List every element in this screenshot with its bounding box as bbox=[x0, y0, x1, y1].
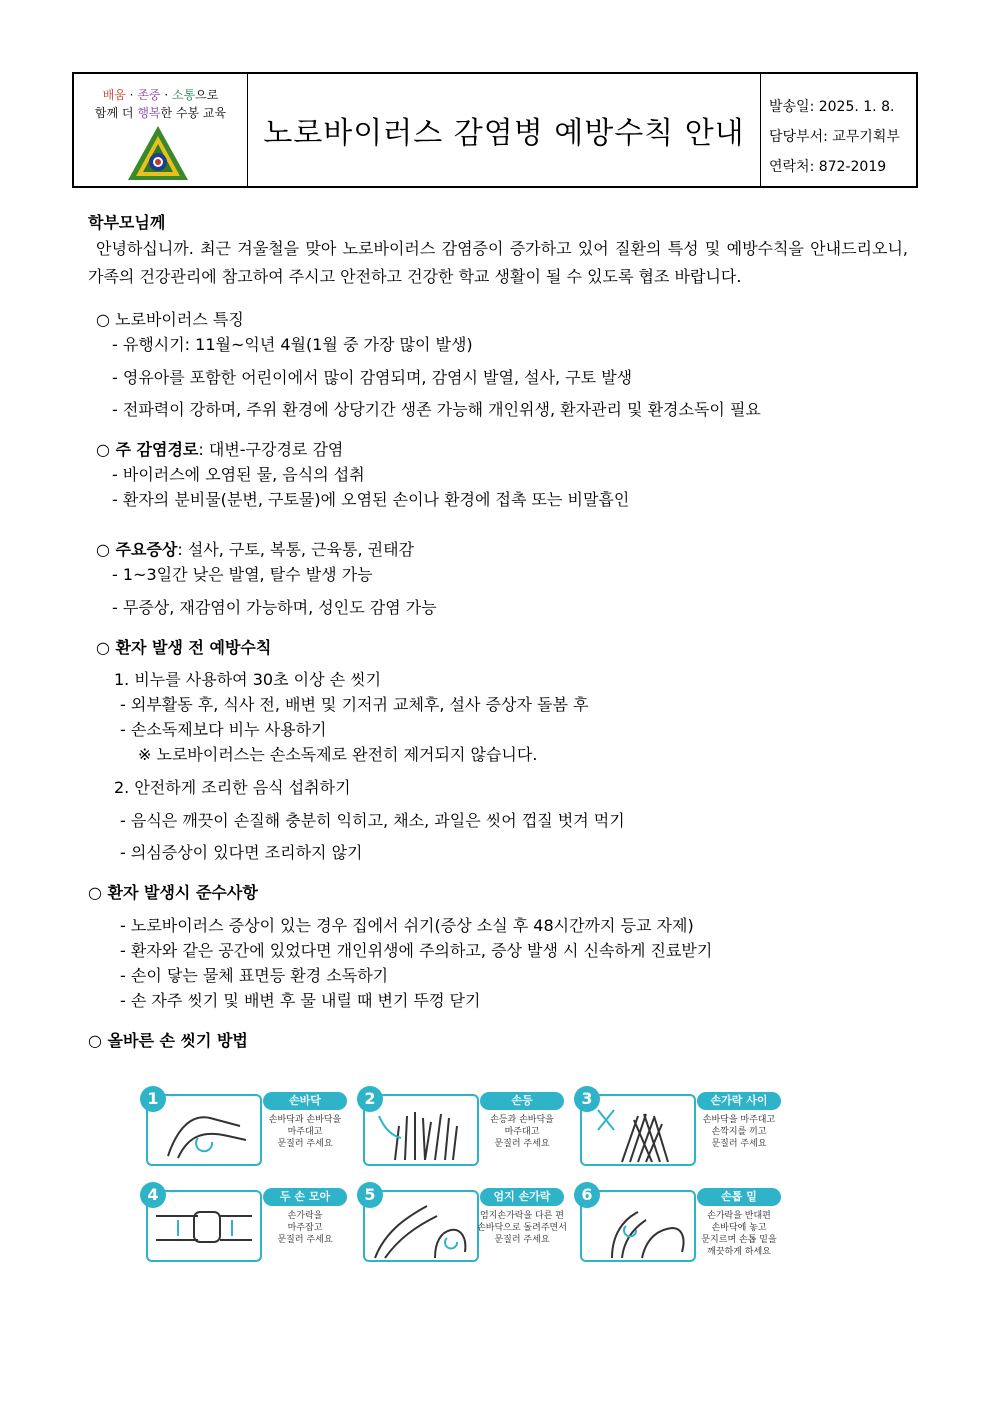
after-heading: ○ 환자 발생시 준수사항 bbox=[88, 883, 258, 902]
prevention-heading: ○ 환자 발생 전 예방수칙 bbox=[96, 638, 272, 657]
school-emblem-icon bbox=[126, 124, 190, 182]
handwash-step-1 bbox=[140, 1086, 346, 1164]
handwash-step-6 bbox=[574, 1182, 780, 1260]
page-title: 노로바이러스 감염병 예방수칙 안내 bbox=[263, 116, 745, 151]
handwash-step-2 bbox=[357, 1086, 563, 1164]
step-label: 엄지 손가락 bbox=[480, 1188, 564, 1206]
list-item: - 외부활동 후, 식사 전, 배변 및 기저귀 교체후, 설사 증상자 돌봄 후 bbox=[120, 695, 589, 714]
symptoms-heading: ○ 주요증상: 설사, 구토, 복통, 근육통, 권태감 bbox=[96, 540, 414, 559]
handwash-guide bbox=[140, 1082, 796, 1266]
step-number: 3 bbox=[574, 1086, 600, 1112]
step-label: 두 손 모아 bbox=[263, 1188, 347, 1206]
step-description: 손가락을 반대편 손바닥에 놓고 문지르며 손톱 밑을 깨끗하게 하세요 bbox=[701, 1211, 777, 1257]
list-item: - 영유아를 포함한 어린이에서 많이 감염되며, 감염시 발열, 설사, 구토 발생 bbox=[112, 368, 633, 387]
handwash-step-3 bbox=[574, 1086, 780, 1164]
step-label: 손톱 밑 bbox=[697, 1188, 781, 1206]
handwash-heading: ○ 올바른 손 씻기 방법 bbox=[88, 1031, 248, 1050]
contact-number: 연락처: 872-2019 bbox=[769, 159, 887, 175]
issue-date: 발송일: 2025. 1. 8. bbox=[769, 99, 895, 115]
document-header bbox=[72, 72, 918, 188]
school-motto-line2: 함께 더 행복한 수봉 교육 bbox=[94, 106, 227, 120]
step-description: 엄지손가락을 다른 편 손바닥으로 돌려주면서 문질러 주세요 bbox=[477, 1211, 567, 1245]
list-item: - 손소독제보다 비누 사용하기 bbox=[120, 720, 327, 739]
prevention-subheading-2: 2. 안전하게 조리한 음식 섭취하기 bbox=[114, 778, 351, 797]
palm-rub-icon bbox=[148, 1096, 260, 1164]
intro-paragraph: 안녕하십니까. 최근 겨울철을 맞아 노로바이러스 감염증이 증가하고 있어 질환의 특성 및 예방수칙을 안내드리오니, 가족의 건강관리에 참고하여 주시고 안전하고 건강한 학교 생활이 될 수 있도록 협조 바랍니다. bbox=[88, 239, 908, 286]
step-number: 6 bbox=[574, 1182, 600, 1208]
back-of-hand-icon bbox=[365, 1096, 477, 1164]
step-description: 손가락을 마주잡고 문질러 주세요 bbox=[277, 1211, 333, 1245]
list-item: - 유행시기: 11월~익년 4월(1월 중 가장 많이 발생) bbox=[112, 335, 473, 354]
step-description: 손바닥을 마주대고 손깍지를 끼고 문질러 주세요 bbox=[702, 1115, 776, 1149]
handwash-step-5 bbox=[357, 1182, 567, 1260]
step-label: 손바닥 bbox=[263, 1092, 347, 1110]
list-item: - 손 자주 씻기 및 배변 후 물 내릴 때 변기 뚜껑 닫기 bbox=[120, 991, 481, 1010]
list-item: - 음식은 깨끗이 손질해 충분히 익히고, 채소, 과일은 씻어 껍질 벗겨 먹기 bbox=[120, 811, 625, 830]
title-cell bbox=[248, 74, 761, 186]
between-fingers-icon bbox=[582, 1096, 694, 1164]
list-item: - 의심증상이 있다면 조리하지 않기 bbox=[120, 843, 363, 862]
school-motto-line1: 배움 · 존중 · 소통으로 bbox=[102, 88, 219, 102]
step-number: 4 bbox=[140, 1182, 166, 1208]
list-item: - 노로바이러스 증상이 있는 경우 집에서 쉬기(증상 소실 후 48시간까지 등교 자제) bbox=[120, 916, 694, 935]
prevention-subheading-1: 1. 비누를 사용하여 30초 이상 손 씻기 bbox=[114, 670, 382, 689]
fingernail-icon bbox=[582, 1192, 694, 1260]
step-label: 손가락 사이 bbox=[697, 1092, 781, 1110]
thumb-rub-icon bbox=[365, 1192, 477, 1260]
school-logo-cell bbox=[74, 74, 248, 186]
interlock-hands-icon bbox=[148, 1192, 260, 1260]
step-number: 5 bbox=[357, 1182, 383, 1208]
route-heading: ○ 주 감염경로: 대변-구강경로 감염 bbox=[96, 440, 344, 459]
list-item: - 환자와 같은 공간에 있었다면 개인위생에 주의하고, 증상 발생 시 신속하게 진료받기 bbox=[120, 941, 713, 960]
list-item: - 환자의 분비물(분변, 구토물)에 오염된 손이나 환경에 접촉 또는 비말흡인 bbox=[112, 490, 630, 509]
step-number: 2 bbox=[357, 1086, 383, 1112]
greeting: 학부모님께 bbox=[88, 213, 166, 232]
list-item: - 손이 닿는 물체 표면등 환경 소독하기 bbox=[120, 966, 389, 985]
step-description: 손바닥과 손바닥을 마주대고 문질러 주세요 bbox=[268, 1115, 342, 1149]
list-item: - 1~3일간 낮은 발열, 탈수 발생 가능 bbox=[112, 565, 373, 584]
step-description: 손등과 손바닥을 마주대고 문질러 주세요 bbox=[490, 1115, 554, 1149]
step-number: 1 bbox=[140, 1086, 166, 1112]
features-heading: ○ 노로바이러스 특징 bbox=[96, 310, 244, 329]
list-item: - 바이러스에 오염된 물, 음식의 섭취 bbox=[112, 465, 365, 484]
handwash-step-4 bbox=[140, 1182, 346, 1260]
document-info bbox=[761, 74, 916, 186]
list-item: - 전파력이 강하며, 주위 환경에 상당기간 생존 가능해 개인위생, 환자관리 및 환경소독이 필요 bbox=[112, 400, 761, 419]
prevention-note: ※ 노로바이러스는 손소독제로 완전히 제거되지 않습니다. bbox=[138, 745, 538, 764]
list-item: - 무증상, 재감염이 가능하며, 성인도 감염 가능 bbox=[112, 598, 437, 617]
step-label: 손등 bbox=[480, 1092, 564, 1110]
department: 담당부서: 교무기획부 bbox=[769, 129, 900, 145]
